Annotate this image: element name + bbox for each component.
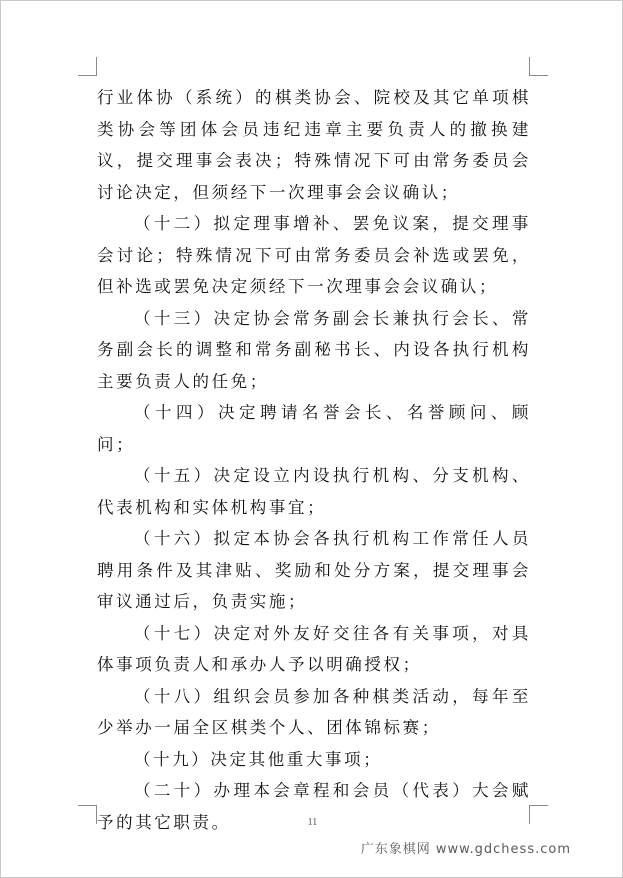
paragraph-item-20: （二十）办理本会章程和会员（代表）大会赋予的其它职责。: [97, 781, 531, 832]
crop-mark-top-left: [78, 57, 97, 76]
paragraph-continuation: 行业体协（系统）的棋类协会、院校及其它单项棋类协会等团体会员违纪违章主要负责人的撤换建议，提交理事会表决；特殊情况下可由常务委员会讨论决定，但须经下一次理事会会议确认；: [97, 88, 531, 202]
paragraph-item-15: （十五）决定设立内设执行机构、分支机构、代表机构和实体机构事宜；: [97, 466, 531, 517]
paragraph-item-19: （十九）决定其他重大事项；: [134, 749, 383, 769]
crop-mark-top-right: [529, 57, 548, 76]
paragraph-item-12: （十二）拟定理事增补、罢免议案，提交理事会讨论；特殊情况下可由常务委员会补选或罢免，但补选或罢免决定须经下一次理事会会议确认；: [97, 214, 531, 296]
paragraph-item-13: （十三）决定协会常务副会长兼执行会长、常务副会长的调整和常务副秘书长、内设各执行机构主要负责人的任免；: [97, 308, 531, 391]
paragraph-item-16: （十六）拟定本协会各执行机构工作常任人员聘用条件及其津贴、奖励和处分方案，提交理事会审议通过后，负责实施；: [97, 529, 531, 611]
paragraph-item-18: （十八）组织会员参加各种棋类活动，每年至少举办一届全区棋类个人、团体锦标赛；: [97, 686, 531, 737]
paragraph-item-17: （十七）决定对外友好交往各有关事项，对具体事项负责人和承办人予以明确授权；: [97, 623, 531, 674]
page-number: 11: [307, 817, 318, 828]
paragraph-item-14: （十四）决定聘请名誉会长、名誉顾问、顾问；: [97, 403, 531, 454]
document-body: [97, 82, 531, 838]
watermark-text: 广东象棋网 www.gdchess.com: [360, 842, 571, 857]
